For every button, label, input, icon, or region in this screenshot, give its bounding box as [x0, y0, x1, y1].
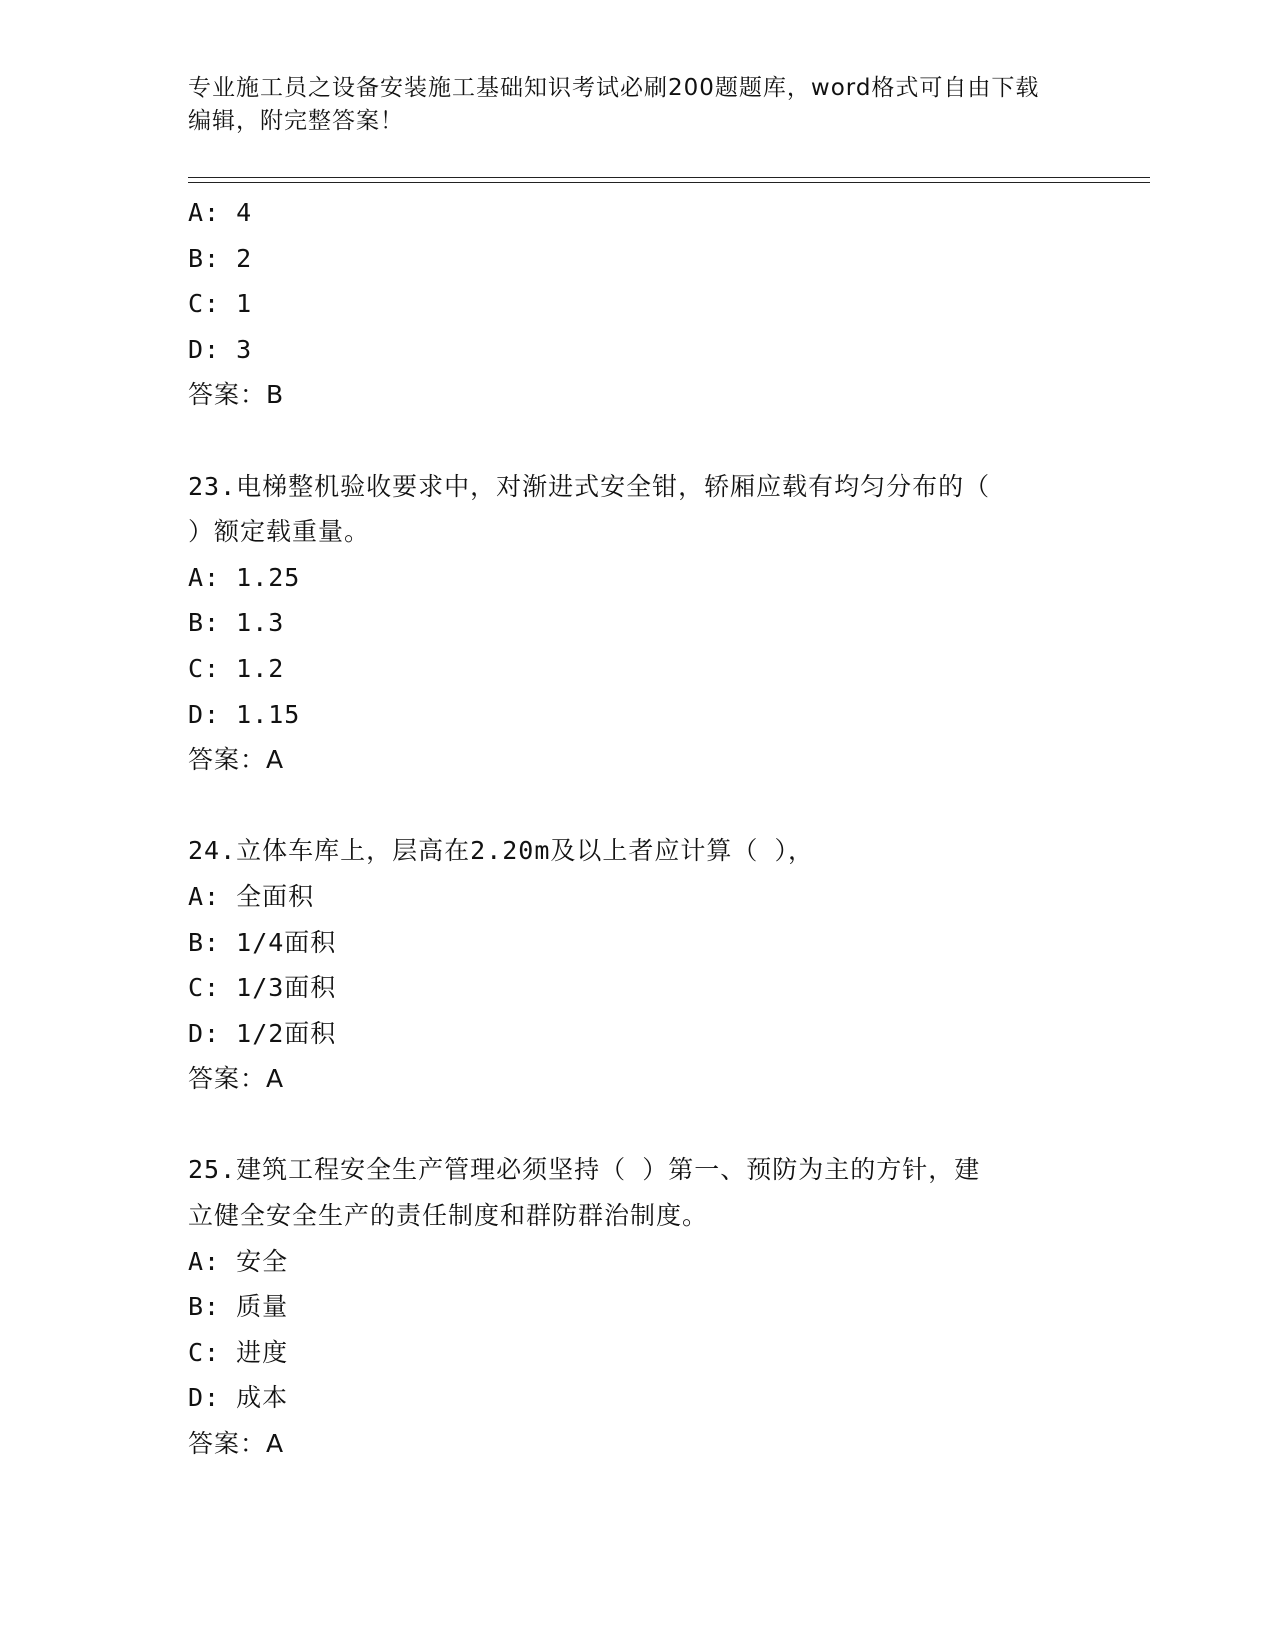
question-22 — [188, 190, 1088, 418]
question-text-line-2: ）额定载重量。 — [188, 517, 371, 547]
option-b: B: 质量 — [188, 1292, 289, 1322]
option-d: D: 3 — [188, 334, 253, 364]
header-line-2: 编辑，附完整答案！ — [188, 108, 404, 134]
question-list — [188, 190, 1088, 1467]
question-25 — [188, 1147, 1088, 1466]
header-line-1: 专业施工员之设备安装施工基础知识考试必刷200题题库，word格式可自由下载 — [188, 75, 1040, 101]
option-c: C: 1 — [188, 289, 253, 319]
header-divider-bottom — [188, 182, 1150, 183]
option-a: A: 4 — [188, 198, 253, 227]
option-a: A: 1.25 — [188, 562, 301, 592]
option-c: C: 进度 — [188, 1337, 289, 1367]
option-c: C: 1/3面积 — [188, 973, 337, 1003]
spacer — [188, 1102, 1088, 1148]
question-text-line-2: 立健全安全生产的责任制度和群防群治制度。 — [188, 1201, 709, 1231]
answer-line: 答案：B — [188, 380, 285, 410]
question-text-line-1: 25.建筑工程安全生产管理必须坚持（ ）第一、预防为主的方针，建 — [188, 1155, 981, 1185]
question-23 — [188, 464, 1088, 783]
option-b: B: 1/4面积 — [188, 927, 337, 957]
option-b: B: 1.3 — [188, 608, 285, 638]
question-text-line-1: 23.电梯整机验收要求中，对渐进式安全钳，轿厢应载有均匀分布的（ — [188, 471, 991, 501]
answer-line: 答案：A — [188, 745, 285, 775]
option-b: B: 2 — [188, 243, 253, 273]
spacer — [188, 783, 1088, 829]
question-24 — [188, 828, 1088, 1102]
option-a: A: 全面积 — [188, 881, 315, 911]
document-header — [188, 72, 1088, 138]
answer-line: 答案：A — [188, 1064, 285, 1094]
option-d: D: 1/2面积 — [188, 1018, 337, 1048]
answer-line: 答案：A — [188, 1429, 285, 1459]
option-a: A: 安全 — [188, 1246, 289, 1276]
question-text-line-1: 24.立体车库上，层高在2.20m及以上者应计算（ ）， — [188, 836, 814, 866]
option-c: C: 1.2 — [188, 653, 285, 683]
option-d: D: 1.15 — [188, 699, 301, 729]
option-d: D: 成本 — [188, 1383, 289, 1413]
header-divider-top — [188, 177, 1150, 178]
spacer — [188, 418, 1088, 464]
